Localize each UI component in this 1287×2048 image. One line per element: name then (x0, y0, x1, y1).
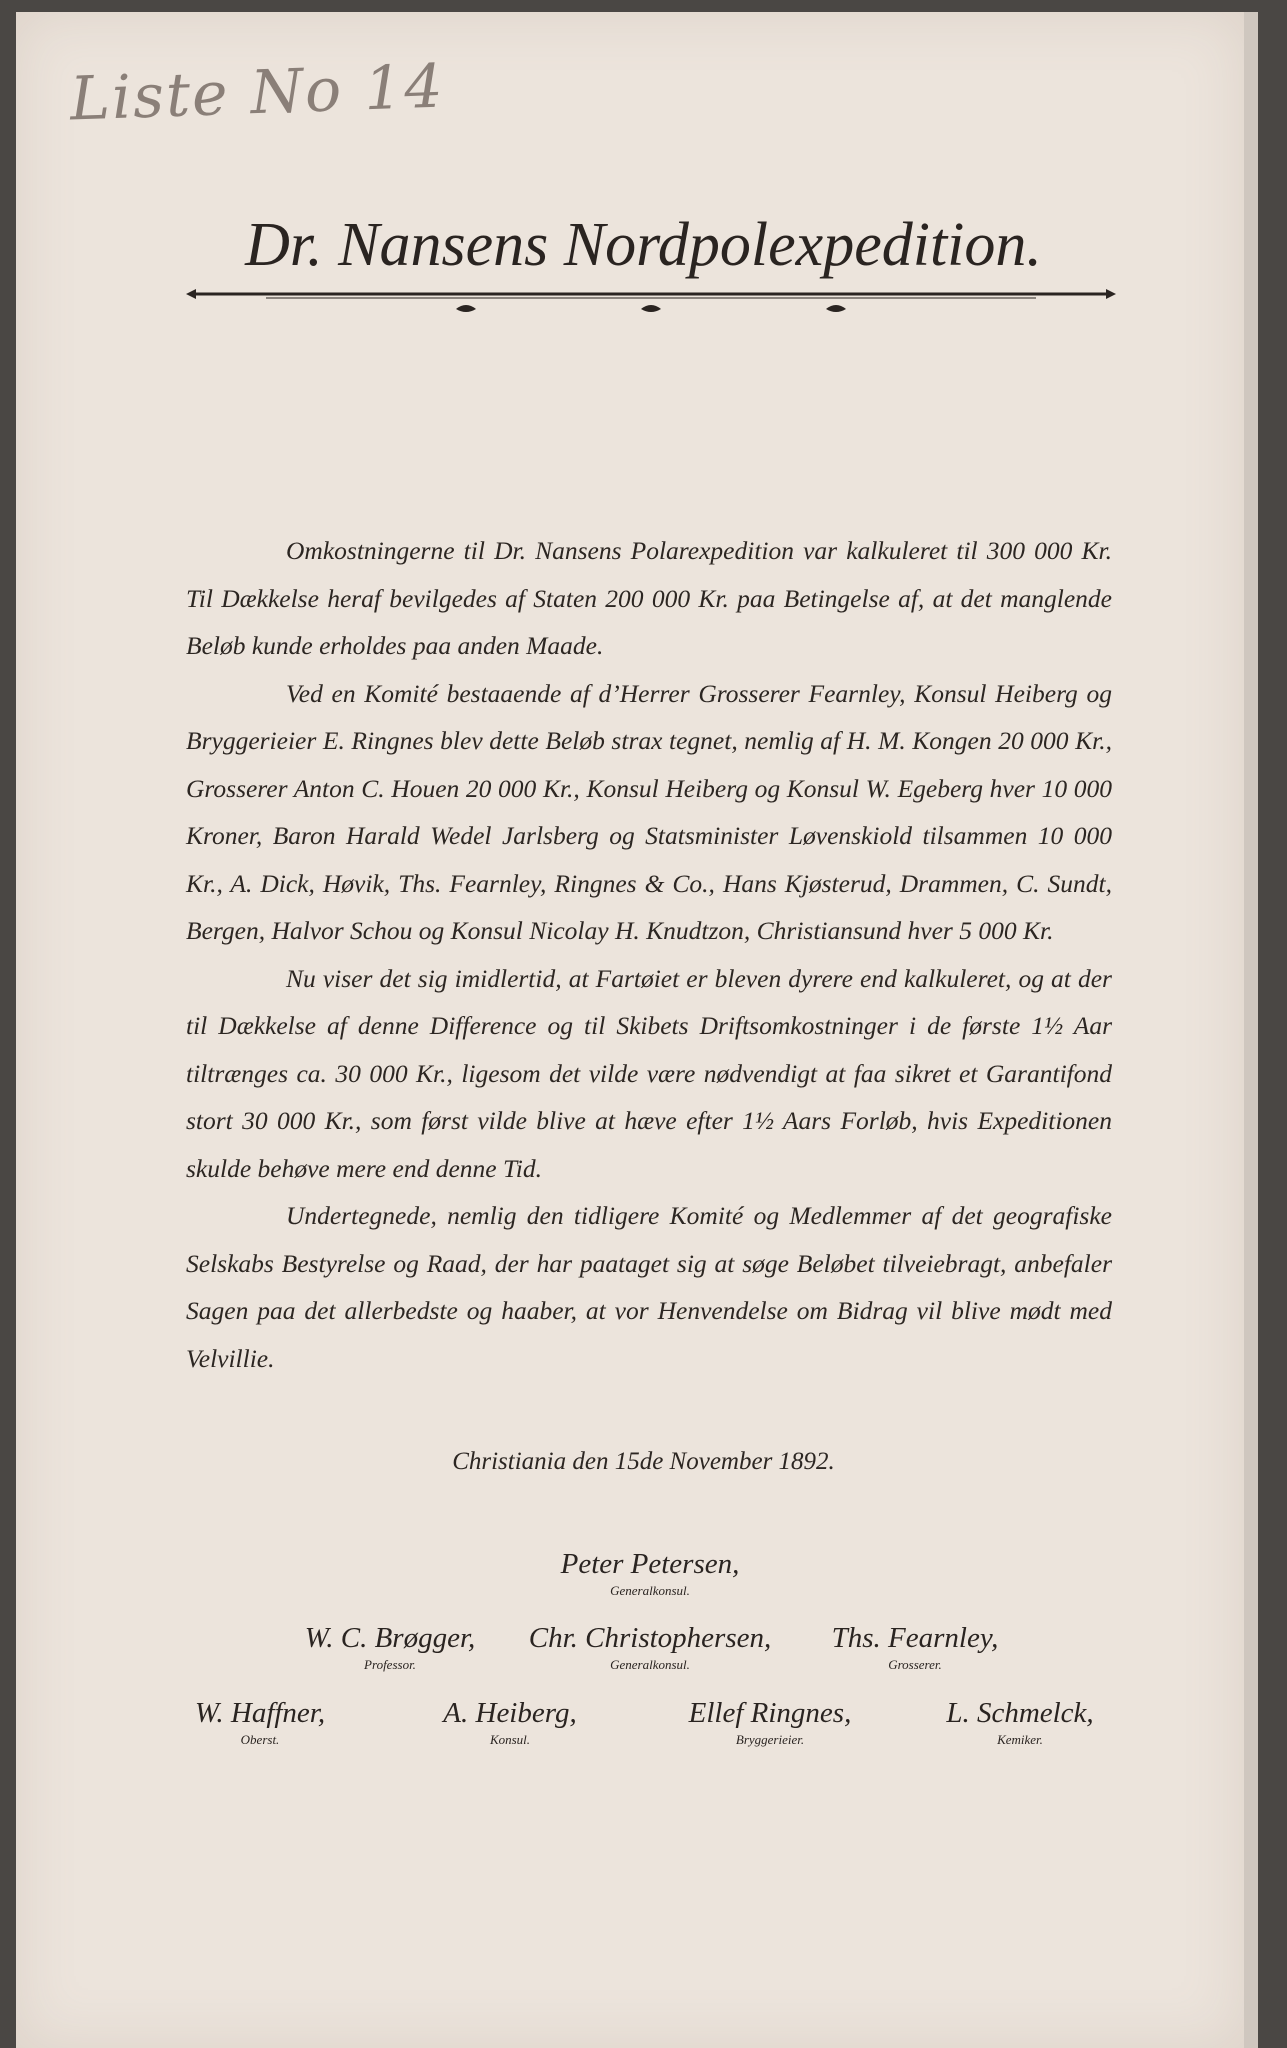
handwritten-note: Liste No 14 (68, 51, 446, 135)
signature-block (270, 1622, 510, 1673)
signatory-title: Kemiker. (997, 1732, 1043, 1747)
paragraph: Ved en Komité bestaaende af d’Herrer Grosserer Fearnley, Konsul Heiberg og Bryggerieier E. Ringnes blev dette Beløb strax tegnet, nemlig af H. M. Kongen 20 000 Kr., Grosserer Anton C. Houen 20 000 Kr., Konsul Heiberg og Konsul W. Egeberg hver 10 000 Kroner, Baron Harald Wedel Jarlsberg og Statsminister Løvenskiold tilsammen 10 000 Kr., A. Dick, Høvik, Ths. Fearnley, Ringnes & Co., Hans Kjøsterud, Drammen, C. Sundt, Bergen, Halvor Schou og Konsul Nicolay H. Knudtzon, Christiansund hver 5 000 Kr. (186, 678, 1112, 945)
signatory-name: Ellef Ringnes, (688, 1697, 852, 1729)
date-line: Christiania den 15de November 1892. (452, 1448, 835, 1475)
signatory-name: W. Haffner, (194, 1697, 326, 1729)
paragraph: Omkostningerne til Dr. Nansens Polarexpedition var kalkuleret til 300 000 Kr. Til Dækkelse heraf bevilgedes af Staten 200 000 Kr. paa Betingelse af, at det manglende Beløb kunde erholdes paa anden Maade. (186, 536, 1112, 660)
signatory-name: Peter Petersen, (560, 1548, 740, 1580)
signatory-title: Grosserer. (888, 1657, 942, 1672)
document-title: Dr. Nansens Nordpolexpedition. (245, 211, 1042, 279)
signatory-title: Generalkonsul. (610, 1657, 690, 1672)
signatory-name: Chr. Christophersen, (528, 1622, 772, 1654)
signature-block (405, 1697, 615, 1748)
signatory-title: Bryggerieier. (735, 1732, 805, 1747)
signatory-name: L. Schmelck, (946, 1697, 1094, 1729)
signature-block (915, 1697, 1125, 1748)
ornamental-rule-icon (186, 284, 1116, 324)
paragraph: Nu viser det sig imidlertid, at Fartøiet er bleven dyrere end kalkuleret, og at der til Dækkelse af denne Difference og til Skibets Driftsomkostninger i de første 1½ Aar tiltrænges ca. 30 000 Kr., ligesom det vilde være nødvendigt at faa sikret et Garantifond stort 30 000 Kr., som først vilde blive at hæve efter 1½ Aars Forløb, hvis Expeditionen skulde behøve mere end denne Tid. (186, 963, 1112, 1183)
signatory-name: Ths. Fearnley, (831, 1622, 999, 1654)
signatory-title: Generalkonsul. (610, 1583, 690, 1598)
signatory-name: A. Heiberg, (443, 1697, 577, 1729)
signature-block (655, 1697, 885, 1748)
signatory-title: Oberst. (240, 1732, 280, 1747)
signatory-name: W. C. Brøgger, (304, 1622, 476, 1654)
signatory-title: Professor. (364, 1657, 416, 1672)
signature-block (500, 1548, 800, 1599)
body-text (186, 527, 1112, 1382)
signature-block (800, 1622, 1030, 1673)
signatory-title: Konsul. (489, 1732, 531, 1747)
signature-block (515, 1622, 785, 1673)
page-edge (1244, 12, 1258, 2048)
paragraph: Undertegnede, nemlig den tidligere Komité og Medlemmer af det geografiske Selskabs Bestyrelse og Raad, der har paataget sig at søge Beløbet tilveiebragt, anbefaler Sagen paa det allerbedste og haaber, at vor Henvendelse om Bidrag vil blive mødt med Velvillie. (186, 1201, 1112, 1373)
signature-block (155, 1697, 365, 1748)
